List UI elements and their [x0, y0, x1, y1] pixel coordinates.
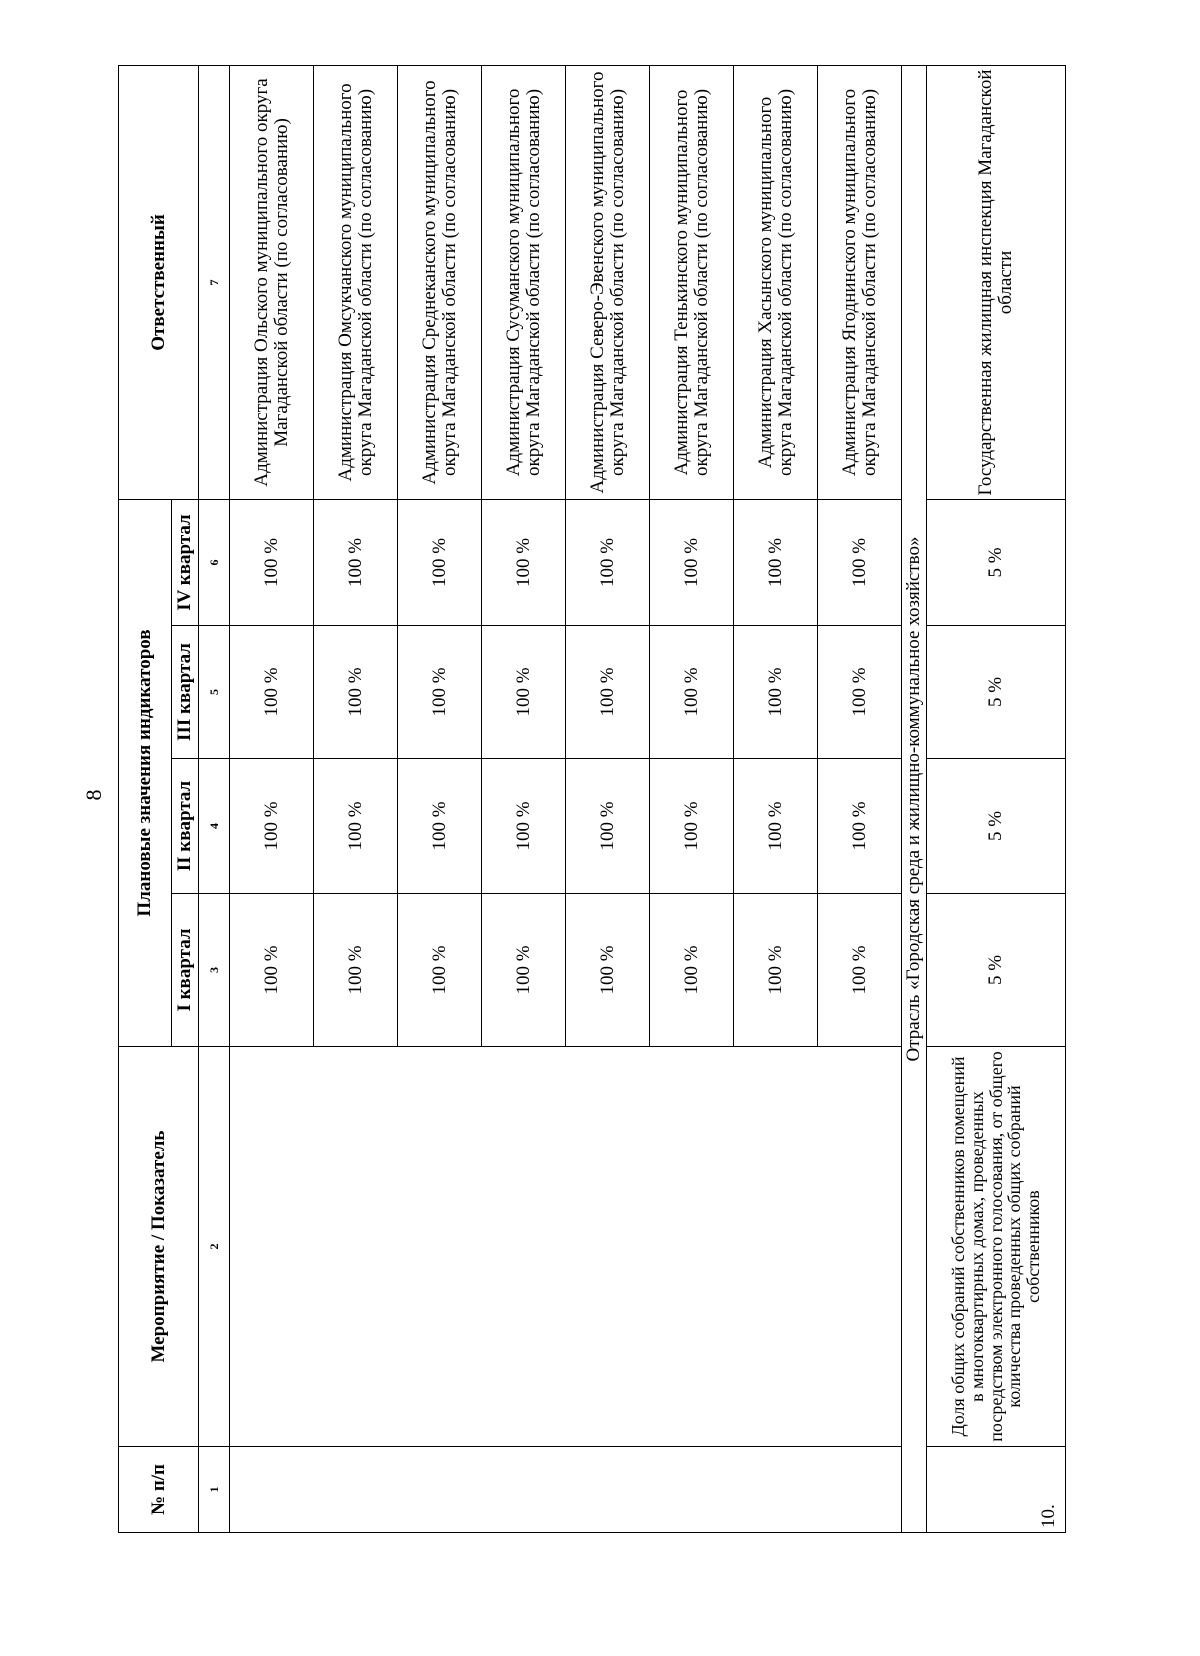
q4-value: 100 %	[566, 499, 650, 625]
column-number: 6	[199, 499, 230, 625]
responsible-value: Администрация Среднеканского муниципального округа Магаданской области (по согласованию)	[398, 65, 482, 499]
event-cell-empty	[230, 1047, 902, 1447]
responsible-value: Администрация Ольского муниципального округа Магаданской области (по согласованию)	[230, 65, 314, 499]
q4-value: 100 %	[734, 499, 818, 625]
indicators-table	[118, 65, 1066, 1533]
q2-value: 100 %	[818, 759, 902, 894]
header-q4: IV квартал	[172, 499, 199, 625]
q3-value: 100 %	[230, 626, 314, 759]
page-number: 8	[81, 789, 106, 801]
header-q2: II квартал	[172, 759, 199, 894]
q1-value: 100 %	[734, 894, 818, 1047]
responsible-value: Администрация Северо-Эвенского муниципального округа Магаданской области (по согласованию)	[566, 65, 650, 499]
q4-value: 100 %	[230, 499, 314, 625]
header-event: Мероприятие / Показатель	[119, 1047, 199, 1447]
header-responsible: Ответственный	[119, 65, 199, 499]
responsible-value: Администрация Омсукчанского муниципального округа Магаданской области (по согласованию)	[314, 65, 398, 499]
header-planned: Плановые значения индикаторов	[119, 499, 172, 1046]
q3-value: 100 %	[314, 626, 398, 759]
rotated-document	[118, 66, 1088, 1533]
q2-value: 100 %	[314, 759, 398, 894]
q2-value: 100 %	[650, 759, 734, 894]
q1-value: 100 %	[314, 894, 398, 1047]
q4-value: 100 %	[650, 499, 734, 625]
q1-value: 100 %	[818, 894, 902, 1047]
table-row	[927, 65, 1066, 1532]
column-number: 4	[199, 759, 230, 894]
q3-value: 100 %	[650, 626, 734, 759]
section-title: Отрасль «Городская среда и жилищно-коммунальное хозяйство»	[902, 65, 927, 1532]
header-q3: III квартал	[172, 626, 199, 759]
section-row	[902, 65, 927, 1532]
q2-value: 100 %	[398, 759, 482, 894]
q3-value: 100 %	[482, 626, 566, 759]
q1-value: 100 %	[398, 894, 482, 1047]
responsible-value: Администрация Тенькинского муниципального округа Магаданской области (по согласованию)	[650, 65, 734, 499]
q4-value: 100 %	[818, 499, 902, 625]
q1-value: 100 %	[650, 894, 734, 1047]
table-row	[230, 65, 314, 1532]
q2-value: 100 %	[482, 759, 566, 894]
responsible-value: Администрация Сусуманского муниципального округа Магаданской области (по согласованию)	[482, 65, 566, 499]
column-number: 5	[199, 626, 230, 759]
header-q1: I квартал	[172, 894, 199, 1047]
column-number: 7	[199, 65, 230, 499]
q4-value: 100 %	[482, 499, 566, 625]
row-number: 10.	[927, 1447, 1066, 1533]
indicator-text: Доля общих собраний собственников помещений в многоквартирных домах, проведенных посредством электронного голосования, от общего количества проведенных общих собраний собственников	[927, 1047, 1066, 1447]
q4-value: 100 %	[398, 499, 482, 625]
column-number: 1	[199, 1447, 230, 1533]
q1-value: 100 %	[482, 894, 566, 1047]
q3-value: 100 %	[818, 626, 902, 759]
q3-value: 100 %	[734, 626, 818, 759]
responsible-value: Администрация Хасынского муниципального округа Магаданской области (по согласованию)	[734, 65, 818, 499]
q1-value: 100 %	[230, 894, 314, 1047]
q4-value: 5 %	[927, 499, 1066, 625]
q1-value: 5 %	[927, 894, 1066, 1047]
q2-value: 100 %	[734, 759, 818, 894]
num-cell-empty	[230, 1447, 902, 1533]
column-number: 3	[199, 894, 230, 1047]
q1-value: 100 %	[566, 894, 650, 1047]
q3-value: 100 %	[398, 626, 482, 759]
q3-value: 100 %	[566, 626, 650, 759]
q2-value: 100 %	[230, 759, 314, 894]
q3-value: 5 %	[927, 626, 1066, 759]
responsible-value: Администрация Ягоднинского муниципального округа Магаданской области (по согласованию)	[818, 65, 902, 499]
responsible-value: Государственная жилищная инспекция Магаданской области	[927, 65, 1066, 499]
q2-value: 5 %	[927, 759, 1066, 894]
q4-value: 100 %	[314, 499, 398, 625]
q2-value: 100 %	[566, 759, 650, 894]
header-num: № п/п	[119, 1447, 199, 1533]
column-number: 2	[199, 1047, 230, 1447]
